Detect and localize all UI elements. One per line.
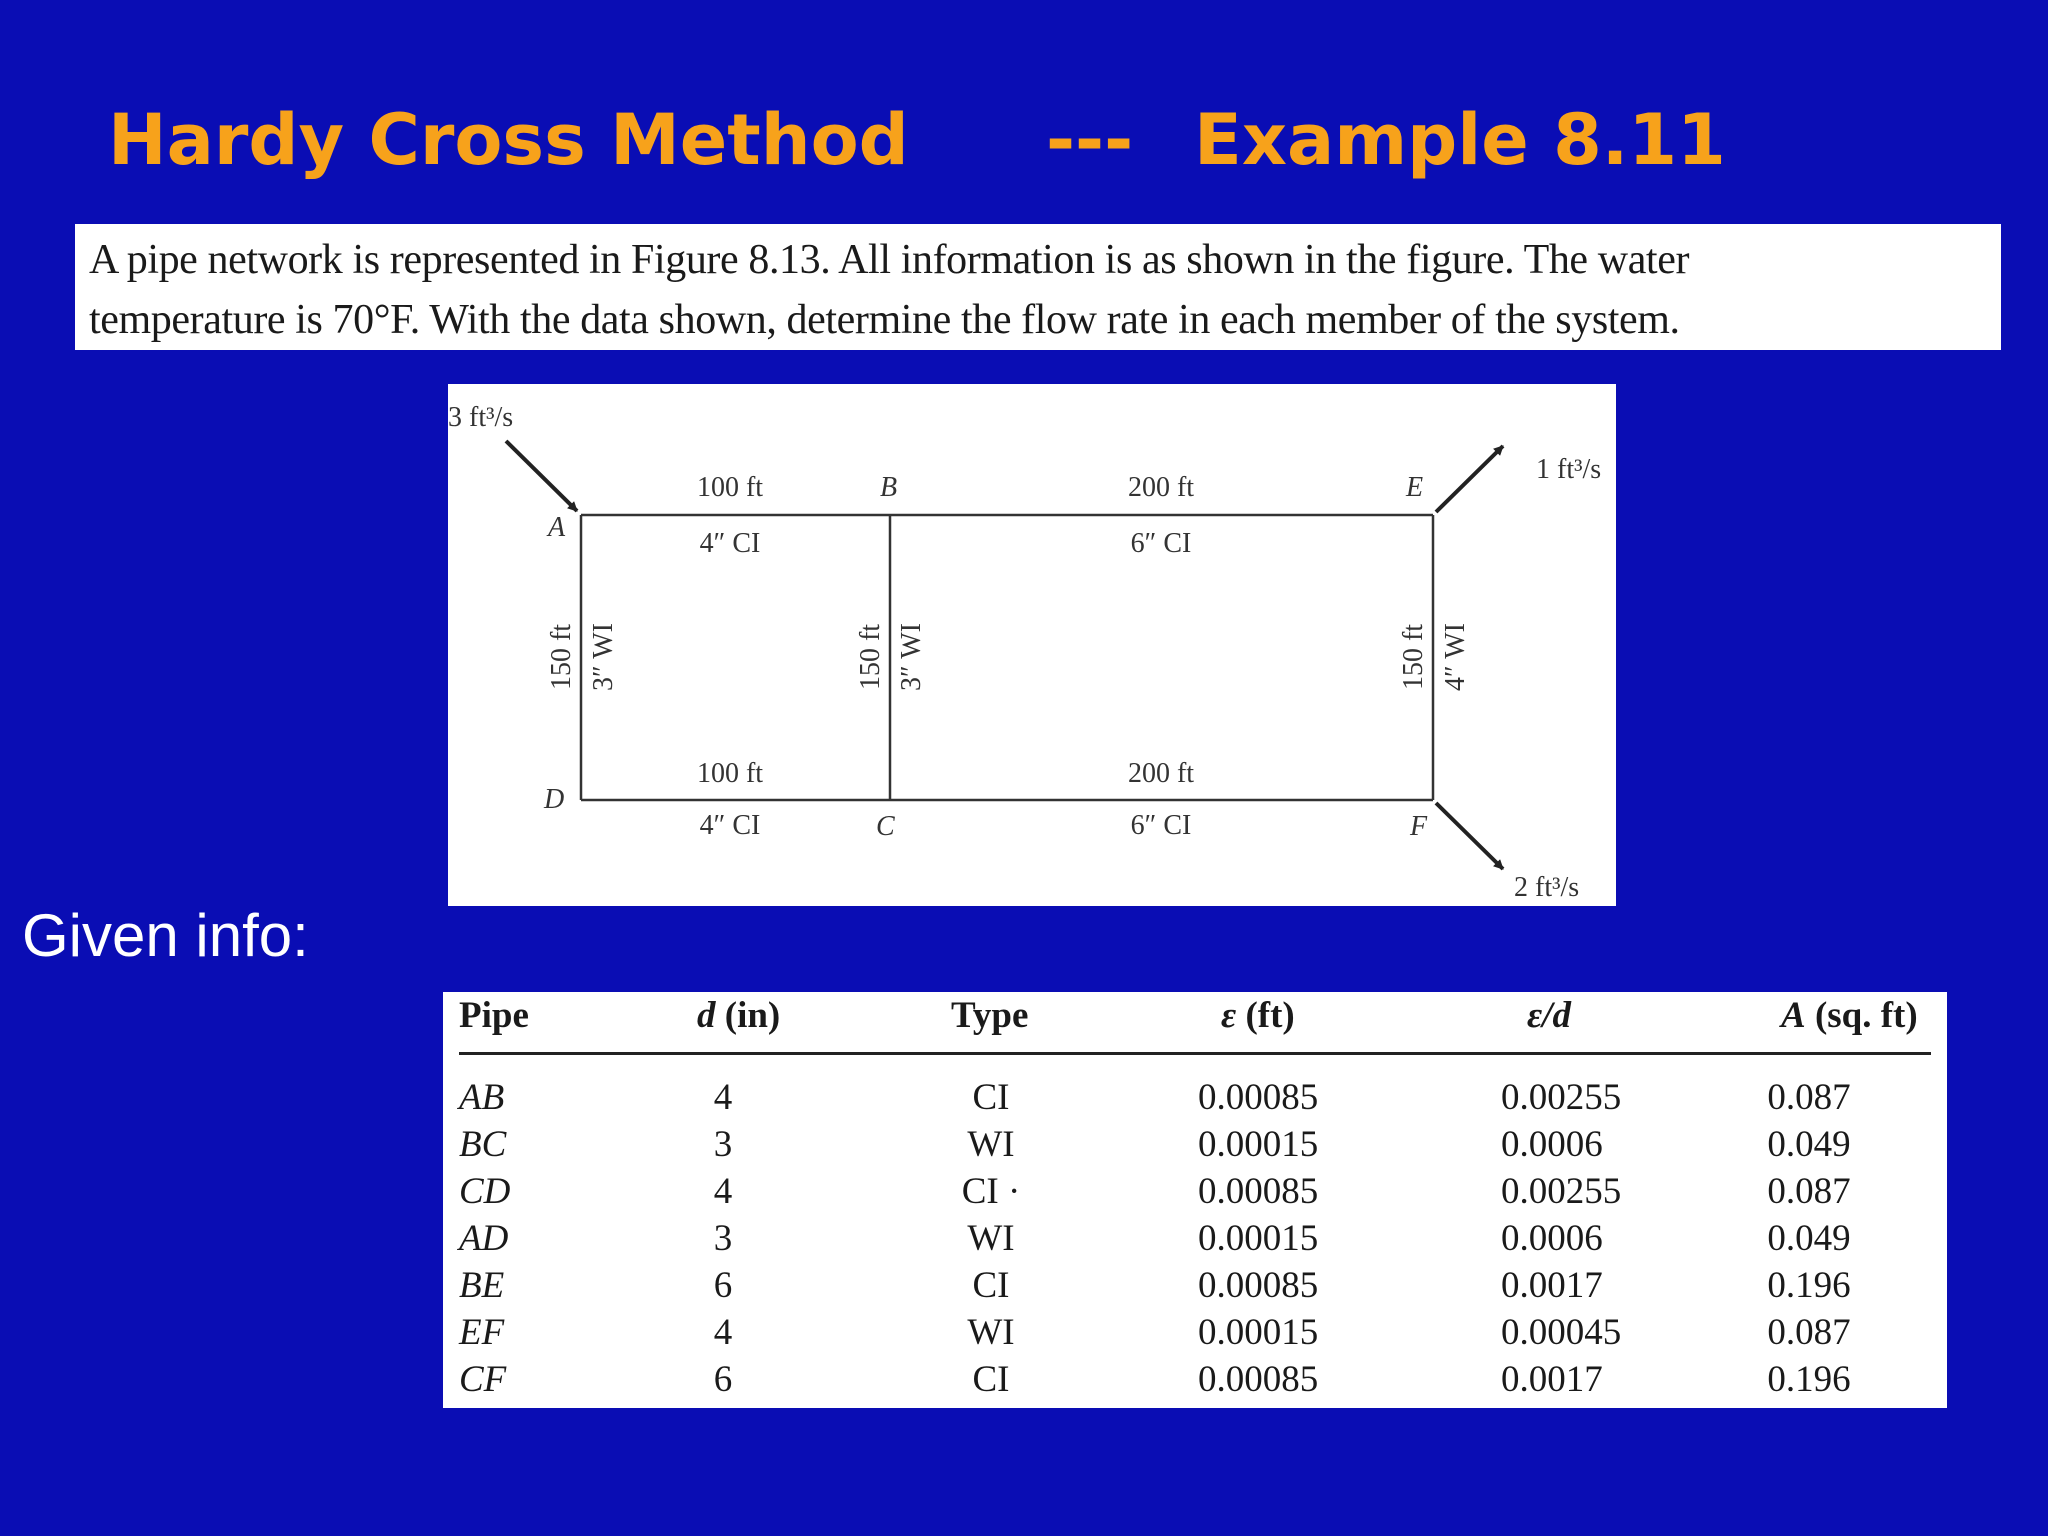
outflow-f-arrow	[1436, 803, 1503, 869]
header-roughness	[1221, 992, 1295, 1040]
header-diameter	[697, 992, 780, 1040]
outflow-e-label: 1 ft³/s	[1536, 454, 1602, 485]
table-row: EF 4 WI 0.00015 0.00045 0.087	[443, 1309, 1947, 1356]
pipe-data-table	[443, 992, 1947, 1408]
table-row: CD 4 CI · 0.00085 0.00255 0.087	[443, 1168, 1947, 1215]
cell-pipe: EF	[459, 1312, 505, 1353]
cell-roughness: 0.00085	[1198, 1077, 1319, 1118]
node-f: F	[1410, 811, 1428, 842]
cell-roughness: 0.00015	[1198, 1218, 1319, 1259]
pipe-ef-length: 150 ft	[1398, 623, 1429, 691]
cell-roughness: 0.00015	[1198, 1124, 1319, 1165]
pipe-ad-spec: 3″ WI	[588, 623, 619, 691]
pipe-ef-spec: 4″ WI	[1440, 623, 1471, 691]
pipe-cf-length: 200 ft	[1127, 758, 1195, 789]
table-row: AD 3 WI 0.00015 0.0006 0.049	[443, 1215, 1947, 1262]
cell-relative-roughness: 0.00255	[1501, 1077, 1622, 1118]
pipe-bc-length: 150 ft	[855, 623, 886, 691]
pipe-cf-spec: 6″ CI	[1130, 810, 1192, 841]
cell-relative-roughness: 0.00255	[1501, 1171, 1622, 1212]
cell-relative-roughness: 0.00045	[1501, 1312, 1622, 1353]
header-area-symbol: A	[1781, 995, 1806, 1036]
cell-pipe: CF	[459, 1359, 507, 1400]
pipe-ad-length: 150 ft	[546, 623, 577, 691]
node-a: A	[548, 512, 566, 543]
node-b: B	[880, 472, 898, 503]
header-relative-roughness: ε/d	[1527, 995, 1571, 1036]
pipe-ab-spec: 4″ CI	[699, 528, 761, 559]
cell-pipe: CD	[459, 1171, 511, 1212]
slide-title	[108, 92, 1968, 188]
cell-pipe: BC	[459, 1124, 507, 1165]
given-info-label: Given info:	[22, 902, 309, 969]
node-c: C	[876, 811, 895, 842]
cell-relative-roughness: 0.0006	[1501, 1124, 1603, 1165]
table-row: BE 6 CI 0.00085 0.0017 0.196	[443, 1262, 1947, 1309]
cell-relative-roughness: 0.0017	[1501, 1265, 1603, 1306]
node-e: E	[1406, 472, 1424, 503]
header-diameter-unit: (in)	[715, 995, 781, 1036]
cell-relative-roughness: 0.0017	[1501, 1359, 1603, 1400]
cell-roughness: 0.00085	[1198, 1359, 1319, 1400]
cell-roughness: 0.00015	[1198, 1312, 1319, 1353]
inflow-label: 3 ft³/s	[448, 402, 514, 433]
problem-line-1: A pipe network is represented in Figure 8.13. All information is as shown in the figure. The water	[89, 237, 1690, 283]
pipe-dc-length: 100 ft	[696, 758, 764, 789]
outflow-e-arrow	[1436, 446, 1503, 512]
pipe-network-diagram	[448, 384, 1616, 906]
cell-roughness: 0.00085	[1198, 1265, 1319, 1306]
problem-line-2: temperature is 70°F. With the data shown, determine the flow rate in each member of the system.	[89, 297, 1680, 343]
table-row: BC 3 WI 0.00015 0.0006 0.049	[443, 1121, 1947, 1168]
header-roughness-symbol: ε	[1221, 995, 1237, 1036]
pipe-ab-length: 100 ft	[696, 472, 764, 503]
table-body	[443, 1074, 1947, 1403]
pipe-bc-spec: 3″ WI	[896, 623, 927, 691]
header-rule	[459, 1052, 1931, 1055]
header-area-unit: (sq. ft)	[1805, 995, 1918, 1036]
header-diameter-symbol: d	[697, 995, 716, 1036]
cell-pipe: AB	[459, 1077, 505, 1118]
inflow-arrow	[506, 441, 577, 511]
table-row: CF 6 CI 0.00085 0.0017 0.196	[443, 1356, 1947, 1403]
title-example: Example 8.11	[1194, 99, 1726, 181]
pipe-network-figure	[448, 384, 1616, 906]
table-row: AB 4 CI 0.00085 0.00255 0.087	[443, 1074, 1947, 1121]
header-type: Type	[951, 995, 1029, 1036]
node-d: D	[544, 784, 565, 815]
problem-statement	[75, 224, 2001, 350]
cell-relative-roughness: 0.0006	[1501, 1218, 1603, 1259]
cell-roughness: 0.00085	[1198, 1171, 1319, 1212]
header-roughness-unit: (ft)	[1236, 995, 1295, 1036]
pipe-be-length: 200 ft	[1127, 472, 1195, 503]
pipe-be-spec: 6″ CI	[1130, 528, 1192, 559]
title-separator: ---	[1046, 99, 1134, 181]
title-main: Hardy Cross Method	[108, 99, 909, 181]
header-area	[1781, 992, 1918, 1040]
header-pipe: Pipe	[459, 995, 529, 1036]
pipe-dc-spec: 4″ CI	[699, 810, 761, 841]
cell-pipe: AD	[459, 1218, 509, 1259]
outflow-f-label: 2 ft³/s	[1514, 872, 1580, 903]
cell-pipe: BE	[459, 1265, 505, 1306]
